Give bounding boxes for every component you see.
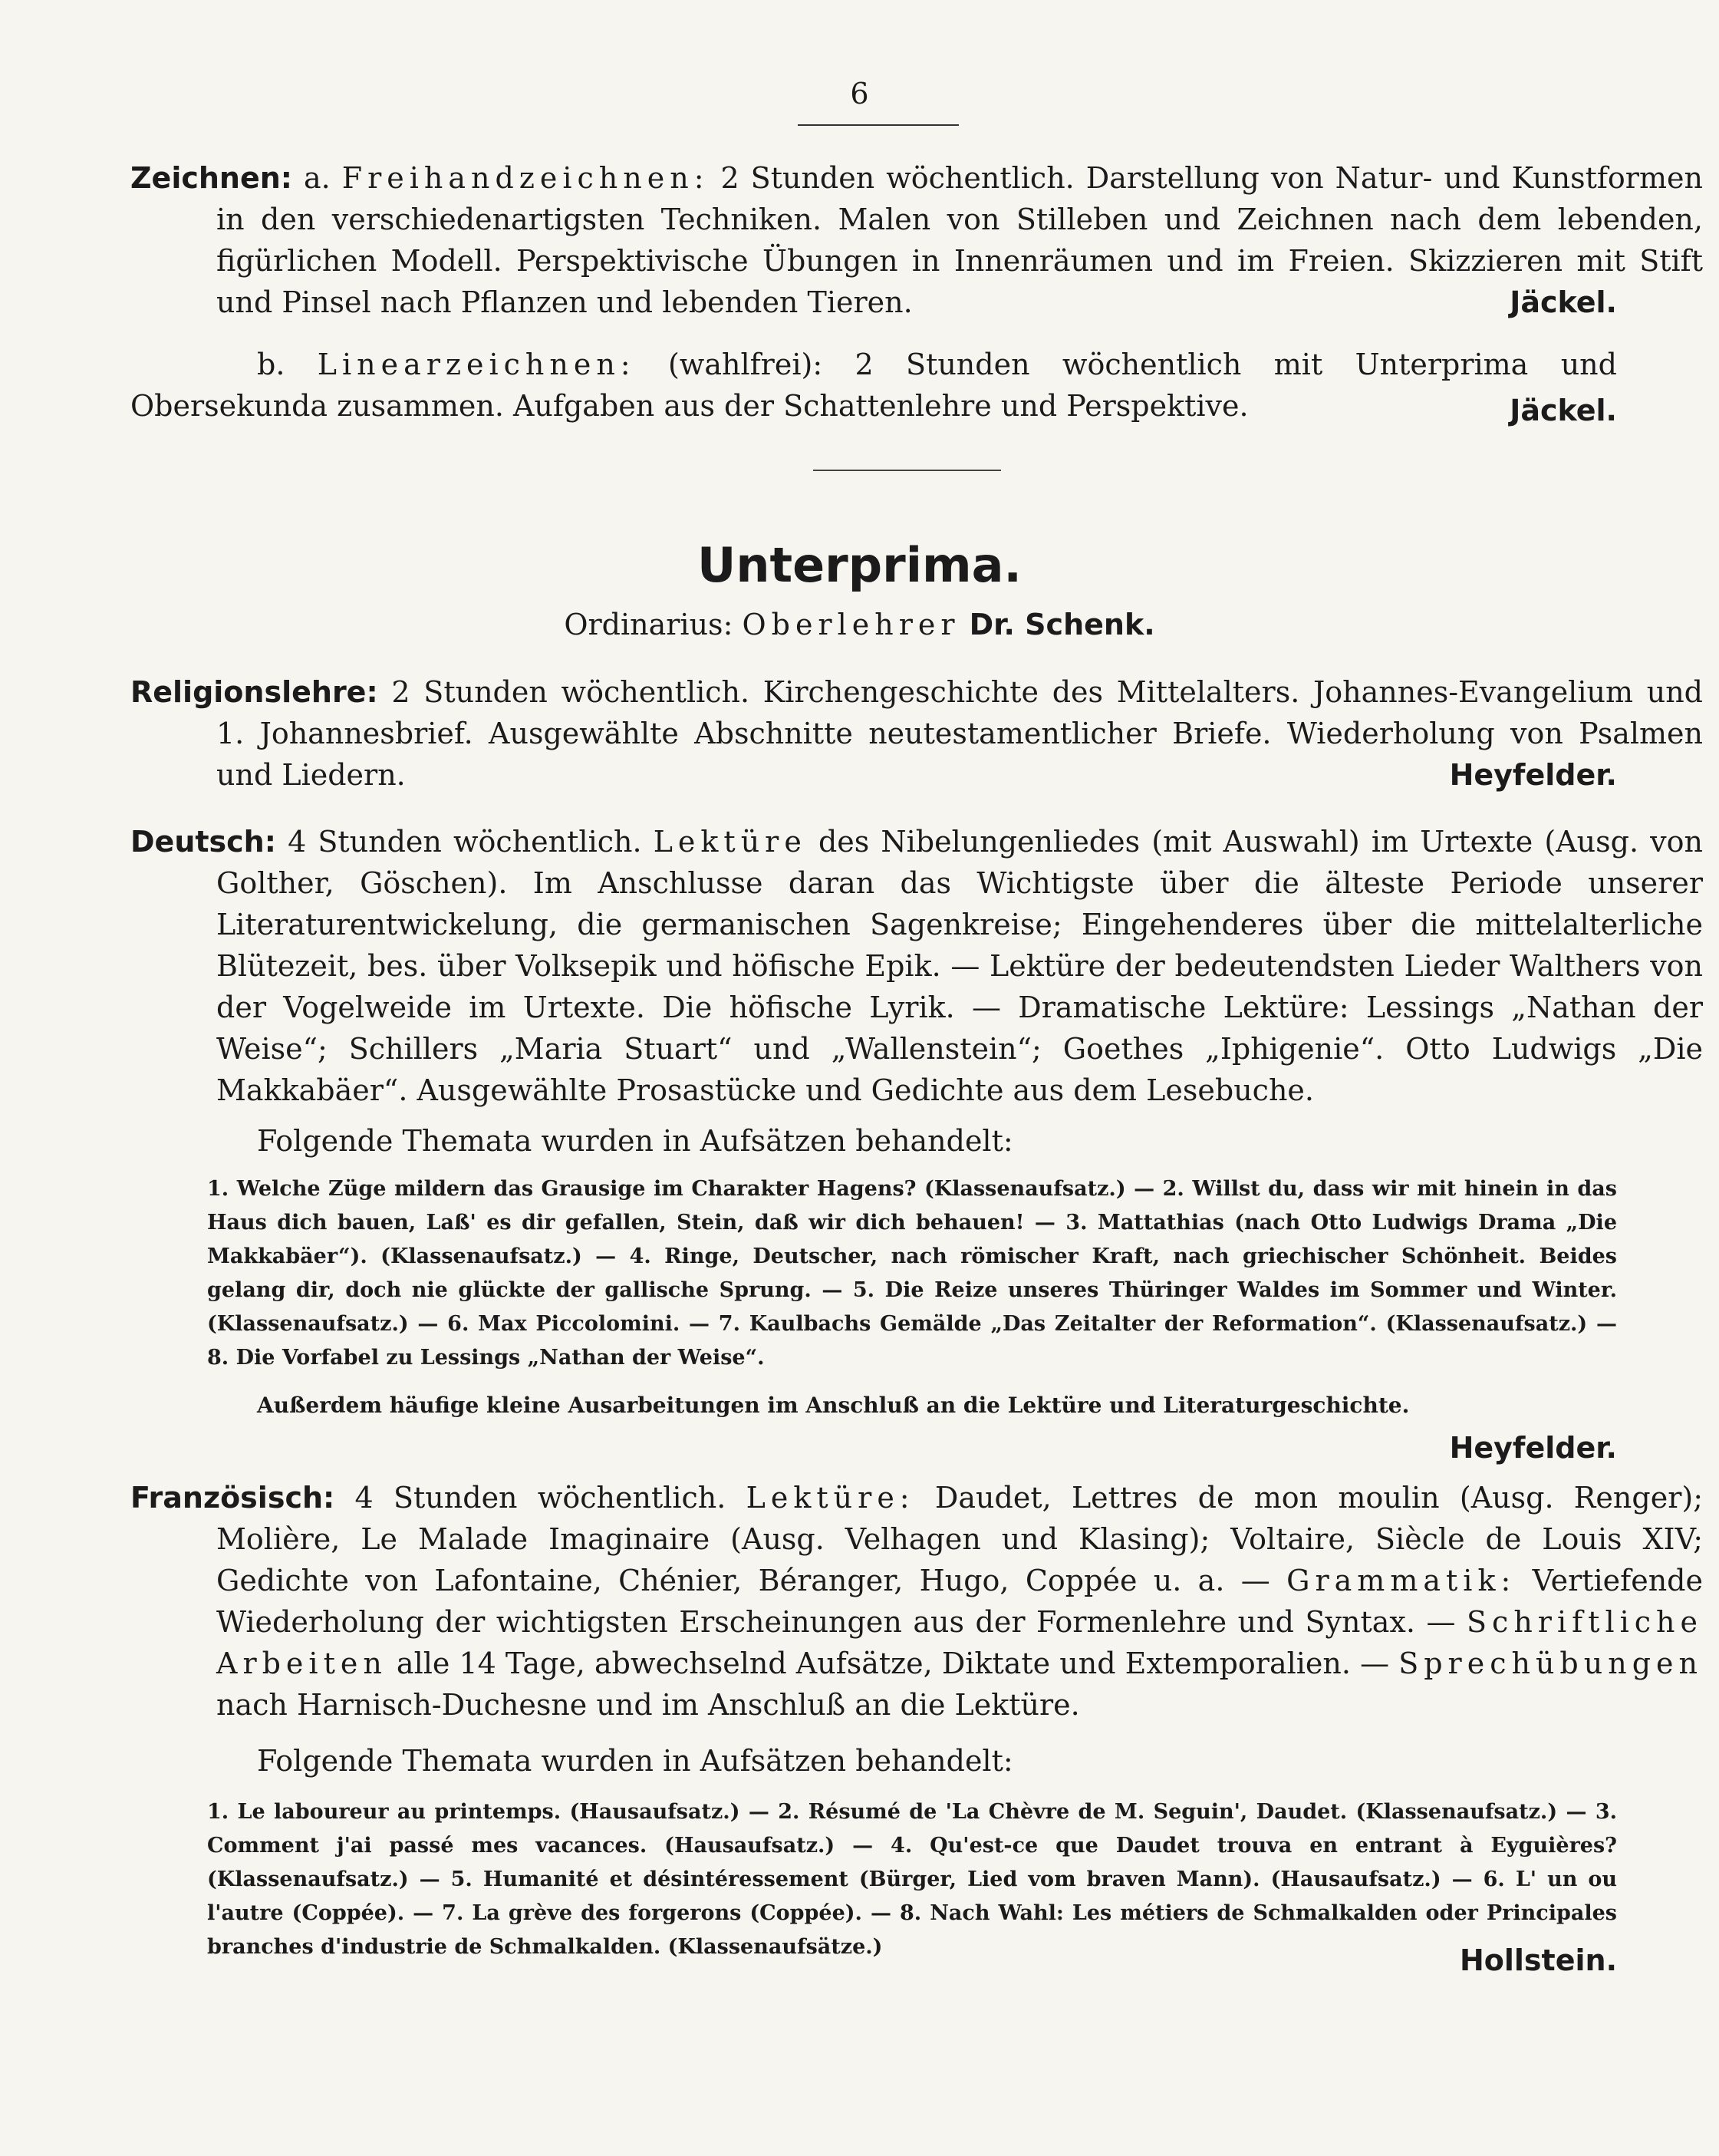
class-heading: Unterprima. [697, 537, 1022, 593]
signature-jaeckel-b: Jäckel. [1510, 394, 1617, 427]
signature-jaeckel-a: Jäckel. [1510, 285, 1617, 319]
page-number: 6 [850, 77, 869, 110]
franz-text-c: Vertiefende Wiederholung der wichtigsten Erscheinungen aus der Formenlehre und Syntax. — [216, 1564, 1703, 1639]
deutsch-themata-list: 1. Welche Züge mildern das Grausige im Charakter Hagens? (Klassenaufsatz.) — 2. Willst du, dass wir mit hinein in das Haus dich bauen, Laß' es dir gefallen, Stein, daß wir dich behauen! — 3. Mattathias (nach Otto Ludwigs Drama „Die Makkabäer“). (Klassenaufsatz.) — 4. Ringe, Deutscher, nach römischer Kraft, nach griechischer Schönheit. Beides gelang dir, doch nie glückte der gallische Sprung. — 5. Die Reize unseres Thüringer Waldes im Sommer und Winter. (Klassenaufsatz.) — 6. Max Piccolomini. — 7. Kaulbachs Gemälde „Das Zeitalter der Reformation“. (Klassenaufsatz.) — 8. Die Vorfabel zu Lessings „Nathan der Weise“. [207, 1177, 1617, 1370]
franz-signature-line [130, 1940, 1617, 1981]
ordinarius-line [0, 608, 1719, 641]
franz-text-a: 4 Stunden wöchentlich. [354, 1481, 726, 1515]
franz-text-d: alle 14 Tage, abwechselnd Aufsätze, Diktate und Extemporalien. — [396, 1647, 1390, 1680]
zeichnen-a-text: 2 Stunden wöchentlich. Darstellung von Natur- und Kunstformen in den verschiedenartigsten Techniken. Malen von Stilleben und Zeichnen nach dem lebenden, figürlichen Modell. Perspektivische Übungen in Innenräumen und im Freien. Skizzieren mit Stift und Pinsel nach Pflanzen und lebenden Tieren. [216, 161, 1703, 319]
deutsch-text-b: des Nibelungenliedes (mit Auswahl) im Urtexte (Ausg. von Golther, Göschen). Im Anschlusse daran das Wichtigste über die älteste Periode unserer Literaturentwickelung, die germanischen Sagenkreise; Eingehenderes über die mittelalterliche Blütezeit, bes. über Volksepik und höfische Epik. — Lektüre der bedeutendsten Lieder Walthers von der Vogelweide im Urtexte. Die höfische Lyrik. — Dramatische Lektüre: Lessings „Nathan der Weise“; Schillers „Maria Stuart“ und „Wallenstein“; Goethes „Iphigenie“. Otto Ludwigs „Die Makkabäer“. Ausgewählte Prosastücke und Gedichte aus dem Lesebuche. [216, 825, 1703, 1107]
signature-hollstein: Hollstein. [1459, 1943, 1617, 1977]
ordinarius-title: Oberlehrer [742, 608, 960, 641]
franz-spaced-grammatik: Grammatik: [1286, 1564, 1516, 1597]
zeichnen-b-text: (wahlfrei): 2 Stunden wöchentlich mit Unterprima und Obersekunda zusammen. Aufgaben aus der Schattenlehre und Perspektive. [130, 348, 1617, 423]
franz-spaced-arbeiten: Schriftliche Arbeiten [216, 1605, 1703, 1680]
signature-heyfelder-deutsch: Heyfelder. [1449, 1431, 1617, 1465]
franz-spaced-lektuere: Lektüre: [746, 1481, 915, 1515]
franzoesisch-paragraph [130, 1477, 1703, 1726]
subject-religion: Religionslehre: [130, 675, 378, 709]
section-divider [813, 470, 1001, 471]
subject-zeichnen: Zeichnen: [130, 161, 293, 195]
signature-heyfelder-religion: Heyfelder. [1449, 758, 1617, 792]
franz-themata-list: 1. Le laboureur au printemps. (Hausaufsatz.) — 2. Résumé de 'La Chèvre de M. Seguin', Daudet. (Klassenaufsatz.) — 3. Comment j'ai passé mes vacances. (Hausaufsatz.) — 4. Qu'est-ce que Daudet trouva en entrant à Eyguières? (Klassenaufsatz.) — 5. Humanité et désintéressement (Bürger, Lied vom braven Mann). (Hausaufsatz.) — 6. L' un ou l'autre (Coppée). — 7. La grève des forgerons (Coppée). — 8. Nach Wahl: Les métiers de Schmalkalden oder Principales branches d'industrie de Schmalkalden. (Klassenaufsätze.) [207, 1800, 1617, 1959]
franz-text-e: nach Harnisch-Duchesne und im Anschluß an die Lektüre. [216, 1688, 1080, 1722]
religion-signature-line [130, 754, 1617, 796]
deutsch-spaced: Lektüre [653, 825, 807, 859]
page-number-rule [798, 124, 959, 126]
subject-franzoesisch: Französisch: [130, 1481, 335, 1515]
religion-text: 2 Stunden wöchentlich. Kirchengeschichte des Mittelalters. Johannes-Evangelium und 1. Johannesbrief. Ausgewählte Abschnitte neutestamentlicher Briefe. Wiederholung von Psalmen und Liedern. [216, 675, 1703, 792]
franz-text-b: Daudet, Lettres de mon moulin (Ausg. Renger); Molière, Le Malade Imaginaire (Ausg. Velhagen und Klasing); Voltaire, Siècle de Louis XIV; Gedichte von Lafontaine, Chénier, Béranger, Hugo, Coppée u. a. — [216, 1481, 1703, 1597]
deutsch-extra: Außerdem häufige kleine Ausarbeitungen im Anschluß an die Lektüre und Literaturgeschichte. [257, 1393, 1410, 1418]
franz-spaced-sprechuebungen: Sprechübungen [1398, 1647, 1703, 1680]
deutsch-paragraph [130, 821, 1703, 1111]
zeichnen-a-intro: a. [304, 161, 331, 195]
franz-themata-intro: Folgende Themata wurden in Aufsätzen behandelt: [257, 1744, 1013, 1778]
zeichnen-b-signature-line [130, 390, 1617, 431]
subject-deutsch: Deutsch: [130, 825, 276, 859]
deutsch-themata-intro: Folgende Themata wurden in Aufsätzen behandelt: [257, 1124, 1013, 1158]
zeichnen-b-spaced: Linearzeichnen: [317, 348, 636, 381]
zeichnen-a-spaced: Freihandzeichnen: [341, 161, 710, 195]
deutsch-text-a: 4 Stunden wöchentlich. [288, 825, 642, 859]
ordinarius-label: Ordinarius: [564, 608, 733, 641]
deutsch-signature-line [130, 1427, 1617, 1469]
ordinarius-name: Dr. Schenk. [969, 608, 1155, 641]
zeichnen-b-intro: b. [257, 348, 285, 381]
zeichnen-a-signature-line [130, 282, 1617, 323]
